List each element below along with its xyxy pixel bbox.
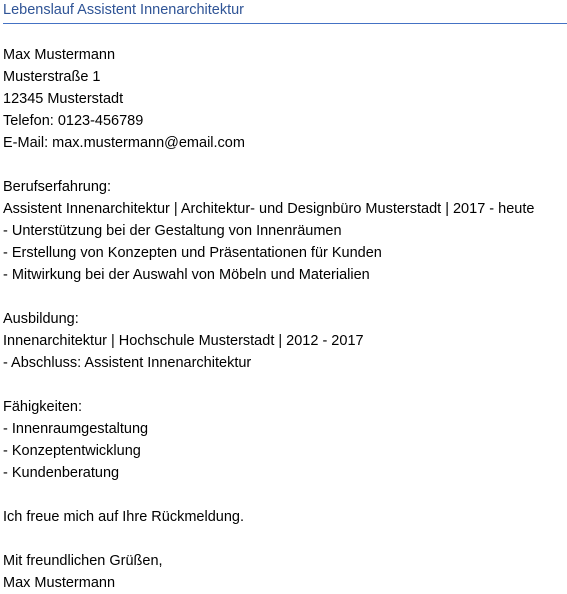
- skill-item: - Konzeptentwicklung: [3, 443, 141, 459]
- experience-section: [3, 176, 565, 286]
- experience-heading: Berufserfahrung:: [3, 179, 112, 195]
- contact-name: Max Mustermann: [3, 47, 116, 63]
- skills-heading: Fähigkeiten:: [3, 399, 82, 415]
- education-item: - Abschluss: Assistent Innenarchitektur: [3, 355, 252, 371]
- spacer: [3, 286, 565, 308]
- skill-item: - Innenraumgestaltung: [3, 421, 149, 437]
- title-underline: [3, 23, 567, 24]
- contact-block: [3, 44, 565, 154]
- closing-signature: Max Mustermann: [3, 575, 116, 591]
- skills-section: [3, 396, 565, 484]
- contact-street: Musterstraße 1: [3, 69, 101, 85]
- document-title: Lebenslauf Assistent Innenarchitektur: [3, 2, 245, 18]
- contact-city: 12345 Musterstadt: [3, 91, 124, 107]
- spacer: [3, 374, 565, 396]
- experience-item: - Mitwirkung bei der Auswahl von Möbeln und Materialien: [3, 267, 370, 283]
- spacer: [3, 528, 565, 550]
- closing-section: [3, 506, 565, 594]
- skill-item: - Kundenberatung: [3, 465, 120, 481]
- contact-phone: Telefon: 0123-456789: [3, 113, 144, 129]
- contact-email: E-Mail: max.mustermann@email.com: [3, 135, 245, 151]
- experience-item: - Unterstützung bei der Gestaltung von Innenräumen: [3, 223, 342, 239]
- closing-greeting: Mit freundlichen Grüßen,: [3, 553, 163, 569]
- experience-item: - Erstellung von Konzepten und Präsentationen für Kunden: [3, 245, 382, 261]
- spacer: [3, 484, 565, 506]
- experience-position: Assistent Innenarchitektur | Architektur- und Designbüro Musterstadt | 2017 - heute: [3, 201, 535, 217]
- closing-statement: Ich freue mich auf Ihre Rückmeldung.: [3, 509, 244, 525]
- education-heading: Ausbildung:: [3, 311, 79, 327]
- education-section: [3, 308, 565, 374]
- education-program: Innenarchitektur | Hochschule Musterstadt | 2012 - 2017: [3, 333, 364, 349]
- document-body: [3, 44, 565, 594]
- spacer: [3, 154, 565, 176]
